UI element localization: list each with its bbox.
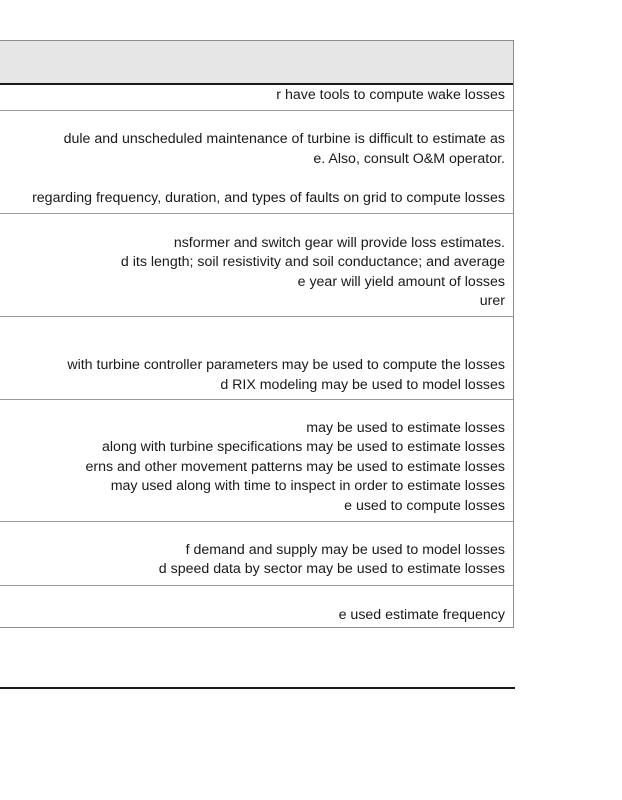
table-cell-text: along with turbine specifications may be used to estimate losses	[102, 439, 505, 455]
table-cell-text: d its length; soil resistivity and soil conductance; and average	[120, 254, 505, 270]
table-cell-text: may used along with time to inspect in order to estimate losses	[110, 478, 505, 494]
table-cell-text: f demand and supply may be used to model losses	[185, 542, 505, 558]
table-cell-text: erns and other movement patterns may be used to estimate losses	[85, 459, 505, 475]
table-cell-text: d speed data by sector may be used to estimate losses	[158, 561, 505, 577]
table-cell-text: dule and unscheduled maintenance of turbine is difficult to estimate as	[63, 131, 505, 147]
table-header	[0, 41, 513, 85]
table-row	[0, 400, 513, 522]
table-cell-text: nsformer and switch gear will provide loss estimates.	[173, 235, 505, 251]
table-cell-text: e year will yield amount of losses	[297, 274, 505, 290]
table-cell-text: e used estimate frequency	[338, 607, 505, 623]
table-cell-text: d RIX modeling may be used to model losses	[220, 377, 505, 393]
table-row	[0, 586, 513, 627]
table-cell-text: regarding frequency, duration, and types of faults on grid to compute losses	[32, 190, 505, 206]
table-row	[0, 317, 513, 400]
table-row	[0, 522, 513, 586]
footer-rule	[0, 687, 515, 689]
table-row	[0, 214, 513, 317]
table-cell-text: with turbine controller parameters may be used to compute the losses	[67, 357, 505, 373]
table-cell-text: urer	[479, 293, 505, 309]
table-cell-text: r have tools to compute wake losses	[276, 87, 505, 103]
table-row	[0, 85, 513, 111]
loss-estimation-table	[0, 40, 514, 628]
table-cell-text: e. Also, consult O&M operator.	[313, 151, 505, 167]
table-row	[0, 111, 513, 214]
table-cell-text: e used to compute losses	[344, 498, 505, 514]
table-cell-text: may be used to estimate losses	[306, 420, 505, 436]
